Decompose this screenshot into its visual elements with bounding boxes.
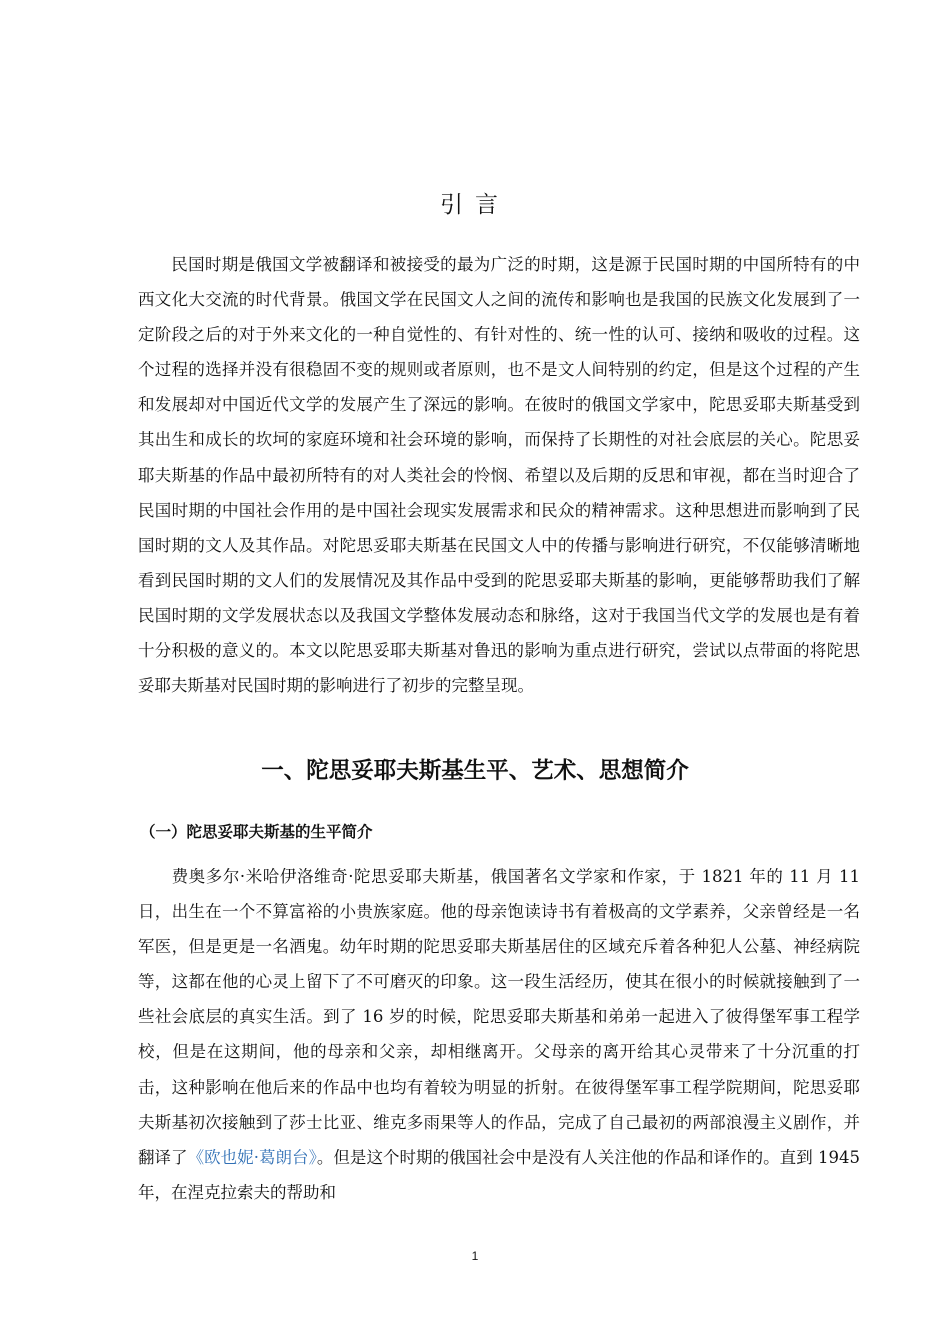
book-title-link[interactable]: 《欧也妮·葛朗台》 xyxy=(187,1147,317,1167)
biography-text-part2: 。但是这个时期的俄国社会中是没有人关注他的作品和译作的。直到 1945 年，在涅克拉索夫的帮助和 xyxy=(138,1147,860,1202)
biography-text-part1: 费奥多尔·米哈伊洛维奇·陀思妥耶夫斯基，俄国著名文学家和作家，于 1821 年的 11 月 11 日，出生在一个不算富裕的小贵族家庭。他的母亲饱读诗书有着极高的文学素养，父亲曾经是一名军医，但是更是一名酒鬼。幼年时期的陀思妥耶夫斯基居住的区域充斥着各种犯人公墓、神经病院等，这都在他的心灵上留下了不可磨灭的印象。这一段生活经历，使其在很小的时候就接触到了一些社会底层的真实生活。到了 16 岁的时候，陀思妥耶夫斯基和弟弟一起进入了彼得堡军事工程学校，但是在这期间，他的母亲和父亲，却相继离开。父母亲的离开给其心灵带来了十分沉重的打击，这种影响在他后来的作品中也均有着较为明显的折射。在彼得堡军事工程学院期间，陀思妥耶夫斯基初次接触到了莎士比亚、维克多雨果等人的作品，完成了自己最初的两部浪漫主义剧作，并翻译了 xyxy=(138,867,860,1167)
subsection-heading: （一）陀思妥耶夫斯基的生平简介 xyxy=(140,823,373,841)
section-heading: 一、陀思妥耶夫斯基生平、艺术、思想简介 xyxy=(261,758,689,784)
biography-paragraph xyxy=(138,859,860,1210)
intro-title: 引言 xyxy=(440,192,510,218)
intro-paragraph-text: 民国时期是俄国文学被翻译和被接受的最为广泛的时期，这是源于民国时期的中国所特有的中西文化大交流的时代背景。俄国文学在民国文人之间的流传和影响也是我国的民族文化发展到了一定阶段之后的对于外来文化的一种自觉性的、有针对性的、统一性的认可、接纳和吸收的过程。这个过程的选择并没有很稳固不变的规则或者原则，也不是文人间特别的约定，但是这个过程的产生和发展却对中国近代文学的发展产生了深远的影响。在彼时的俄国文学家中，陀思妥耶夫斯基受到其出生和成长的坎坷的家庭环境和社会环境的影响，而保持了长期性的对社会底层的关心。陀思妥耶夫斯基的作品中最初所特有的对人类社会的怜悯、希望以及后期的反思和审视，都在当时迎合了民国时期的中国社会作用的是中国社会现实发展需求和民众的精神需求。这种思想进而影响到了民国时期的文人及其作品。对陀思妥耶夫斯基在民国文人中的传播与影响进行研究，不仅能够清晰地看到民国时期的文人们的发展情况及其作品中受到的陀思妥耶夫斯基的影响，更能够帮助我们了解民国时期的文学发展状态以及我国文学整体发展动态和脉络，这对于我国当代文学的发展也是有着十分积极的意义的。本文以陀思妥耶夫斯基对鲁迅的影响为重点进行研究，尝试以点带面的将陀思妥耶夫斯基对民国时期的影响进行了初步的完整呈现。 xyxy=(138,255,860,696)
page-number: 1 xyxy=(471,1249,479,1263)
intro-paragraph xyxy=(138,247,860,703)
